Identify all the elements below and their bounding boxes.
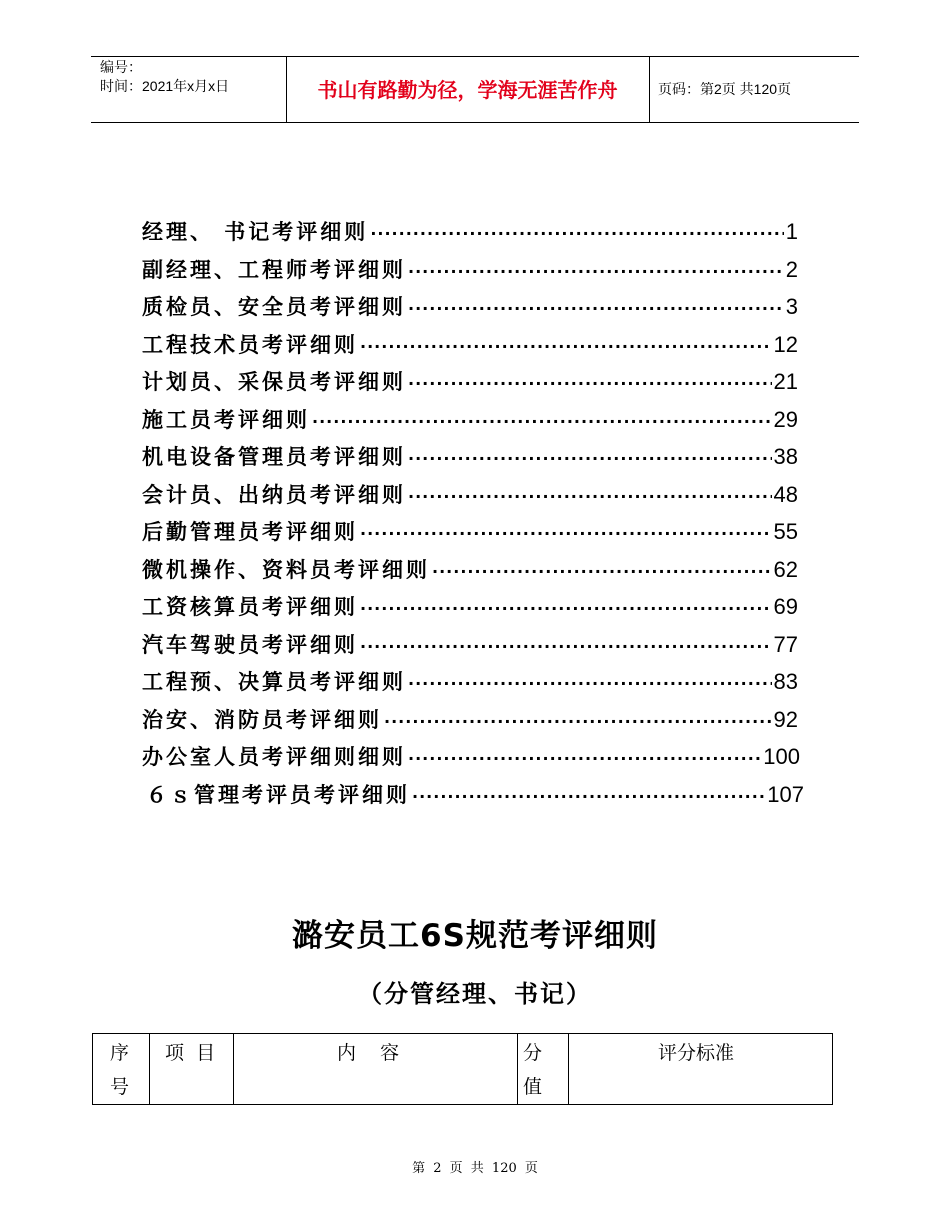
toc-entry-page: 3 bbox=[785, 294, 798, 319]
toc-entry[interactable] bbox=[142, 629, 798, 667]
toc-leader-dots bbox=[408, 374, 772, 393]
toc-leader-dots bbox=[360, 337, 772, 356]
toc-entry[interactable] bbox=[142, 291, 798, 329]
toc-entry[interactable] bbox=[142, 479, 798, 517]
toc-entry[interactable] bbox=[142, 516, 798, 554]
toc-entry-page: 77 bbox=[773, 631, 798, 657]
toc-leader-dots bbox=[408, 449, 772, 468]
toc-entry[interactable] bbox=[142, 254, 798, 292]
toc-leader-dots bbox=[312, 412, 772, 431]
toc-entry[interactable] bbox=[142, 366, 798, 404]
page-footer: 第 2 页 共 120 页 bbox=[412, 1161, 538, 1176]
toc-entry-title: 办公室人员考评细则细则 bbox=[142, 745, 406, 769]
toc-entry[interactable] bbox=[142, 591, 798, 629]
toc-leader-dots bbox=[360, 524, 772, 543]
toc-entry-title: 工程预、决算员考评细则 bbox=[142, 670, 406, 694]
toc-entry-title: 副经理、工程师考评细则 bbox=[142, 257, 406, 282]
header-meta bbox=[100, 58, 229, 96]
toc-entry-page: 2 bbox=[785, 256, 798, 282]
toc-entry-title: 会计员、出纳员考评细则 bbox=[142, 482, 406, 507]
table-header bbox=[92, 1033, 833, 1105]
toc-entry-page: 92 bbox=[773, 706, 798, 732]
toc-leader-dots bbox=[360, 599, 772, 618]
toc-leader-dots bbox=[408, 299, 784, 318]
header-content: 内 容 bbox=[337, 1042, 400, 1064]
toc-entry[interactable] bbox=[142, 704, 798, 742]
toc-entry-title: 工程技术员考评细则 bbox=[142, 332, 358, 357]
toc-entry-page: 100 bbox=[763, 744, 800, 769]
toc-entry[interactable] bbox=[142, 741, 800, 779]
toc-leader-dots bbox=[384, 712, 772, 731]
header-criteria: 评分标准 bbox=[658, 1042, 735, 1064]
toc-entry-title: 经理、 书记考评细则 bbox=[142, 220, 369, 244]
header-separator bbox=[649, 56, 650, 122]
toc-entry-title: 工资核算员考评细则 bbox=[142, 595, 358, 619]
header-number-label: 编号： bbox=[100, 59, 142, 75]
toc-leader-dots bbox=[408, 262, 784, 281]
header-top-rule bbox=[91, 56, 859, 57]
toc-entry-page: 29 bbox=[773, 406, 798, 432]
toc-entry-title: 汽车驾驶员考评细则 bbox=[142, 632, 358, 657]
toc-entry-title: 质检员、安全员考评细则 bbox=[142, 295, 406, 319]
toc-entry-page: 83 bbox=[773, 669, 798, 694]
toc-leader-dots bbox=[370, 224, 783, 243]
toc-entry-page: 62 bbox=[773, 556, 798, 582]
toc-leader-dots bbox=[408, 674, 772, 693]
toc-entry-page: 38 bbox=[773, 444, 798, 469]
toc-entry-title: 机电设备管理员考评细则 bbox=[142, 445, 406, 469]
column-divider bbox=[517, 1034, 518, 1104]
header-motto: 书山有路勤为径，学海无涯苦作舟 bbox=[317, 78, 618, 102]
header-bottom-rule bbox=[91, 122, 859, 123]
toc-entry[interactable] bbox=[142, 779, 804, 817]
header-seq-char2: 号 bbox=[110, 1076, 130, 1098]
column-divider bbox=[568, 1034, 569, 1104]
header-time-label: 时间：2021年x月x日 bbox=[100, 78, 230, 94]
toc-entry-page: 21 bbox=[773, 369, 798, 394]
document-title: 潞安员工6S规范考评细则 bbox=[292, 918, 658, 954]
toc-entry-page: 12 bbox=[773, 331, 798, 357]
toc-entry-title: ６ｓ管理考评员考评细则 bbox=[146, 782, 410, 807]
toc-entry-title: 施工员考评细则 bbox=[142, 407, 310, 432]
toc-entry[interactable] bbox=[142, 216, 798, 254]
toc-entry-page: 69 bbox=[773, 594, 798, 619]
column-divider bbox=[149, 1034, 150, 1104]
toc-entry-page: 107 bbox=[767, 781, 804, 807]
toc-entry-page: 48 bbox=[773, 481, 798, 507]
toc-leader-dots bbox=[408, 749, 761, 768]
toc-leader-dots bbox=[412, 787, 765, 806]
toc-entry[interactable] bbox=[142, 404, 798, 442]
header-item: 项 目 bbox=[165, 1042, 216, 1064]
document-subtitle: （分管经理、书记） bbox=[358, 980, 592, 1008]
header-score-char2: 值 bbox=[523, 1076, 543, 1098]
toc-entry-title: 计划员、采保员考评细则 bbox=[142, 370, 406, 394]
toc-entry-page: 55 bbox=[773, 519, 798, 544]
toc-leader-dots bbox=[360, 637, 772, 656]
toc-entry-page: 1 bbox=[785, 219, 798, 244]
header-seq-char1: 序 bbox=[110, 1042, 130, 1064]
toc-entry-title: 微机操作、资料员考评细则 bbox=[142, 557, 430, 582]
header-page-info: 页码：第2页 共120页 bbox=[658, 81, 792, 97]
toc-entry[interactable] bbox=[142, 441, 798, 479]
toc-entry[interactable] bbox=[142, 554, 798, 592]
toc-entry-title: 治安、消防员考评细则 bbox=[142, 707, 382, 732]
toc-entry[interactable] bbox=[142, 329, 798, 367]
table-of-contents bbox=[142, 216, 812, 816]
toc-entry-title: 后勤管理员考评细则 bbox=[142, 520, 358, 544]
header-score-char1: 分 bbox=[523, 1042, 543, 1064]
toc-entry[interactable] bbox=[142, 666, 798, 704]
toc-leader-dots bbox=[432, 562, 772, 581]
column-divider bbox=[233, 1034, 234, 1104]
toc-leader-dots bbox=[408, 487, 772, 506]
